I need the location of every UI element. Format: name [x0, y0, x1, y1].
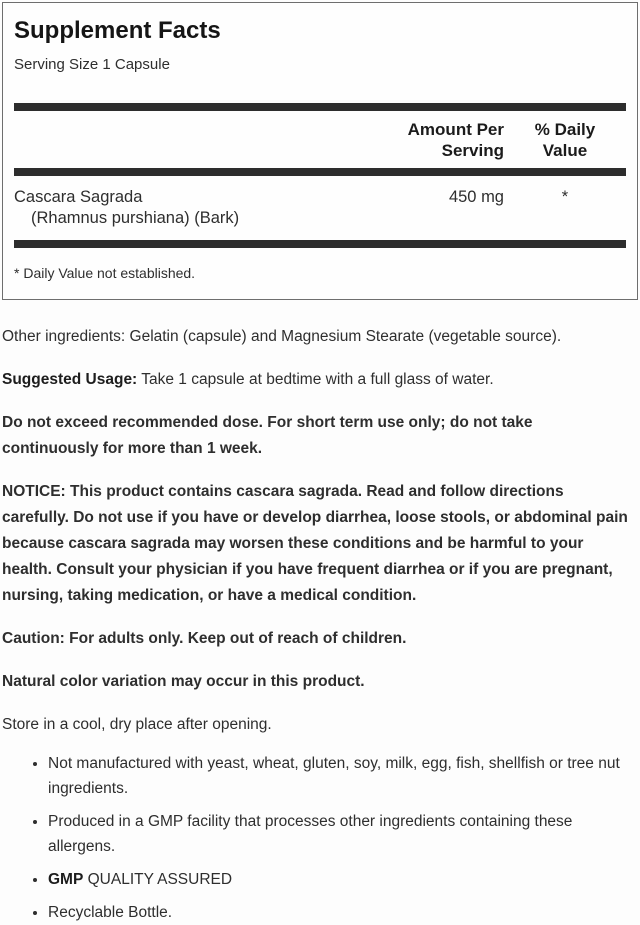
label-body-copy [0, 324, 640, 925]
ingredient-name [14, 187, 382, 229]
bullet-text: Produced in a GMP facility that processes other ingredients containing these allergens. [48, 813, 573, 855]
list-item [48, 900, 628, 925]
suggested-usage-text [2, 367, 628, 393]
bullet-bold-part: GMP [48, 871, 84, 888]
ingredient-amount: 450 mg [448, 188, 504, 206]
table-row [14, 187, 626, 229]
supplement-facts-panel [2, 2, 638, 300]
divider-bar-bottom [14, 240, 626, 248]
supplement-facts-title: Supplement Facts [14, 17, 221, 44]
bullet-text: Not manufactured with yeast, wheat, gluten, soy, milk, egg, fish, shellfish or tree nut ingredients. [48, 755, 620, 797]
ingredient-name-line2: (Rhamnus purshiana) (Bark) [31, 209, 240, 227]
bullet-text: QUALITY ASSURED [83, 871, 233, 888]
daily-value-label: % Daily Value [534, 120, 596, 160]
list-item [48, 751, 628, 801]
daily-value-footnote: * Daily Value not established. [14, 265, 196, 281]
other-ingredients-text: Other ingredients: Gelatin (capsule) and Magnesium Stearate (vegetable source). [2, 328, 562, 345]
daily-value-header [504, 119, 626, 161]
notice-text: NOTICE: This product contains cascara sagrada. Read and follow directions carefully. Do not use if you have or develop diarrhea, loose stools, or abdominal pain because cascara sagrada may worsen these conditions and be harmful to your health. Consult your physician if you have frequent diarrhea or if you are pregnant, nursing, taking medication, or have a medical condition. [2, 483, 628, 604]
suggested-usage-value: Take 1 capsule at bedtime with a full glass of water. [137, 371, 494, 388]
bullet-text: Recyclable Bottle. [48, 904, 173, 921]
ingredient-name-line1: Cascara Sagrada [14, 188, 143, 206]
suggested-usage-label: Suggested Usage: [2, 371, 138, 388]
storage-text: Store in a cool, dry place after opening. [2, 716, 272, 733]
list-item [48, 867, 628, 892]
color-variation-text: Natural color variation may occur in this product. [2, 673, 365, 690]
daily-value-asterisk: * [561, 188, 569, 206]
list-item [48, 809, 628, 859]
facts-header-row [14, 119, 626, 161]
caution-text: Caution: For adults only. Keep out of reach of children. [2, 630, 407, 647]
divider-bar-top [14, 103, 626, 111]
divider-bar-header [14, 168, 626, 176]
ingredient-daily-value [504, 187, 626, 229]
dose-warning-text: Do not exceed recommended dose. For short term use only; do not take continuously for more than 1 week. [2, 414, 533, 457]
serving-size-text: Serving Size 1 Capsule [14, 56, 170, 73]
amount-per-serving-label: Amount Per Serving [407, 120, 504, 160]
amount-per-serving-header [382, 119, 504, 161]
allergen-bullet-list [2, 751, 628, 925]
